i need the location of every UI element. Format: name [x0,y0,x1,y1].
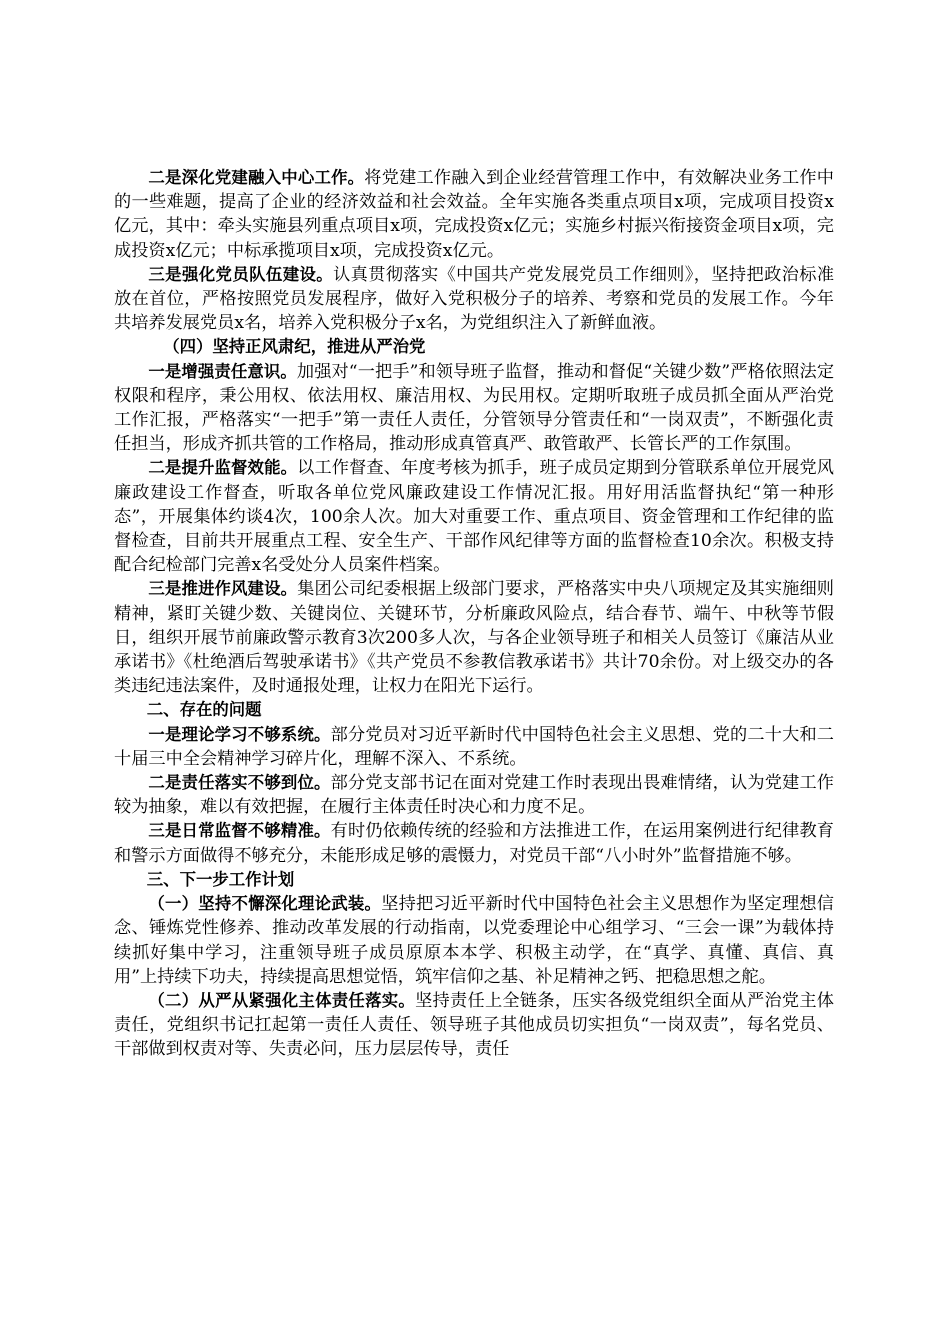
section-heading: 三、下一步工作计划 [146,869,295,889]
paragraph [114,360,834,457]
paragraph [114,892,834,989]
paragraph-text: 以工作督查、年度考核为抓手，班子成员定期到分管联系单位开展党风廉政建设工作督查，听取各单位党风廉政建设工作情况汇报。用好用活监督执纪“第一种形态”，开展集体约谈4次，100余人次。加大对重要工作、重点项目、资金管理和工作纪律的监督检查，目前共开展重点工程、安全生产、干部作风纪律等方面的监督检查10余次。积极支持配合纪检部门完善x名受处分人员案件档案。 [114,458,834,576]
paragraph-text: 认真贯彻落实《中国共产党发展党员工作细则》，坚持把政治标准放在首位，严格按照党员发展程序，做好入党积极分子的培养、考察和党员的发展工作。今年共培养发展党员x名，培养入党积极分子x名，为党组织注入了新鲜血液。 [114,264,835,334]
section-subheading: （四）坚持正风肃纪，推进从严治党 [163,337,426,357]
paragraph [114,819,834,867]
paragraph [114,989,834,1062]
paragraph [114,263,834,336]
section-heading: 二、存在的问题 [146,700,262,720]
paragraph [114,166,834,263]
paragraph-lead: 三是日常监督不够精准。 [148,821,331,841]
paragraph-text: 集团公司纪委根据上级部门要求，严格落实中央八项规定及其实施细则精神，紧盯关键少数、关键岗位、关键环节，分析廉政风险点，结合春节、端午、中秋等节假日，组织开展节前廉政警示教育3次200多人次，与各企业领导班子和相关人员签订《廉洁从业承诺书》《杜绝酒后驾驶承诺书》《共产党员不参教信教承诺书》共计70余份。对上级交办的各类违纪违法案件，及时通报处理，让权力在阳光下运行。 [114,579,834,697]
paragraph-lead: 二是提升监督效能。 [148,458,298,478]
paragraph [114,771,834,819]
paragraph-text: 加强对“一把手”和领导班子监督，推动和督促“关键少数”严格依照法定权限和程序，秉公用权、依法用权、廉洁用权、为民用权。定期听取班子成员抓全面从严治党工作汇报，严格落实“一把手”第一责任人责任，分管领导分管责任和“一岗双责”，不断强化责任担当，形成齐抓共管的工作格局，推动形成真管真严、敢管敢严、长管长严的工作氛围。 [114,361,835,455]
paragraph-lead: 二是责任落实不够到位。 [148,773,331,793]
paragraph-lead: 二是深化党建融入中心工作。 [148,168,365,187]
paragraph [114,723,834,771]
paragraph-lead: 一是增强责任意识。 [148,361,297,381]
paragraph-text: 部分党员对习近平新时代中国特色社会主义思想、党的二十大和二十届三中全会精神学习碎片化，理解不深入、不系统。 [114,724,834,769]
document-page [114,166,834,1062]
paragraph-lead: 一是理论学习不够系统。 [148,724,331,744]
paragraph-lead: 三是推进作风建设。 [148,579,298,599]
paragraph-text: 有时仍依赖传统的经验和方法推进工作，在运用案例进行纪律教育和警示方面做得不够充分，未能形成足够的震慑力，对党员干部“八小时外”监督措施不够。 [114,821,834,866]
paragraph [114,456,834,577]
paragraph [114,577,834,698]
paragraph-text: 部分党支部书记在面对党建工作时表现出畏难情绪，认为党建工作较为抽象，难以有效把握，在履行主体责任时决心和力度不足。 [114,773,834,818]
paragraph-text: 坚持把习近平新时代中国特色社会主义思想作为坚定理想信念、锤炼党性修养、推动改革发展的行动指南，以党委理论中心组学习、“三会一课”为载体持续抓好集中学习，注重领导班子成员原原本本学、积极主动学，在“真学、真懂、真信、真用”上持续下功夫，持续提高思想觉悟，筑牢信仰之基、补足精神之钙、把稳思想之舵。 [114,894,834,987]
paragraph-text: 将党建工作融入到企业经营管理工作中，有效解决业务工作中的一些难题，提高了企业的经济效益和社会效益。全年实施各类重点项目x项，完成项目投资x亿元，其中：牵头实施县列重点项目x项，完成投资x亿元；实施乡村振兴衔接资金项目x项，完成投资x亿元；中标承揽项目x项，完成投资x亿元。 [114,168,834,261]
paragraph-lead: （一）坚持不懈深化理论武装。 [148,894,382,914]
paragraph-lead: 三是强化党员队伍建设。 [148,264,334,284]
paragraph-text: 坚持责任上全链条，压实各级党组织全面从严治党主体责任，党组织书记扛起第一责任人责任、领导班子其他成员切实担负“一岗双责”，每名党员、干部做到权责对等、失责必问，压力层层传导，责任 [114,990,834,1060]
paragraph-lead: （二）从严从紧强化主体责任落实。 [148,990,416,1010]
